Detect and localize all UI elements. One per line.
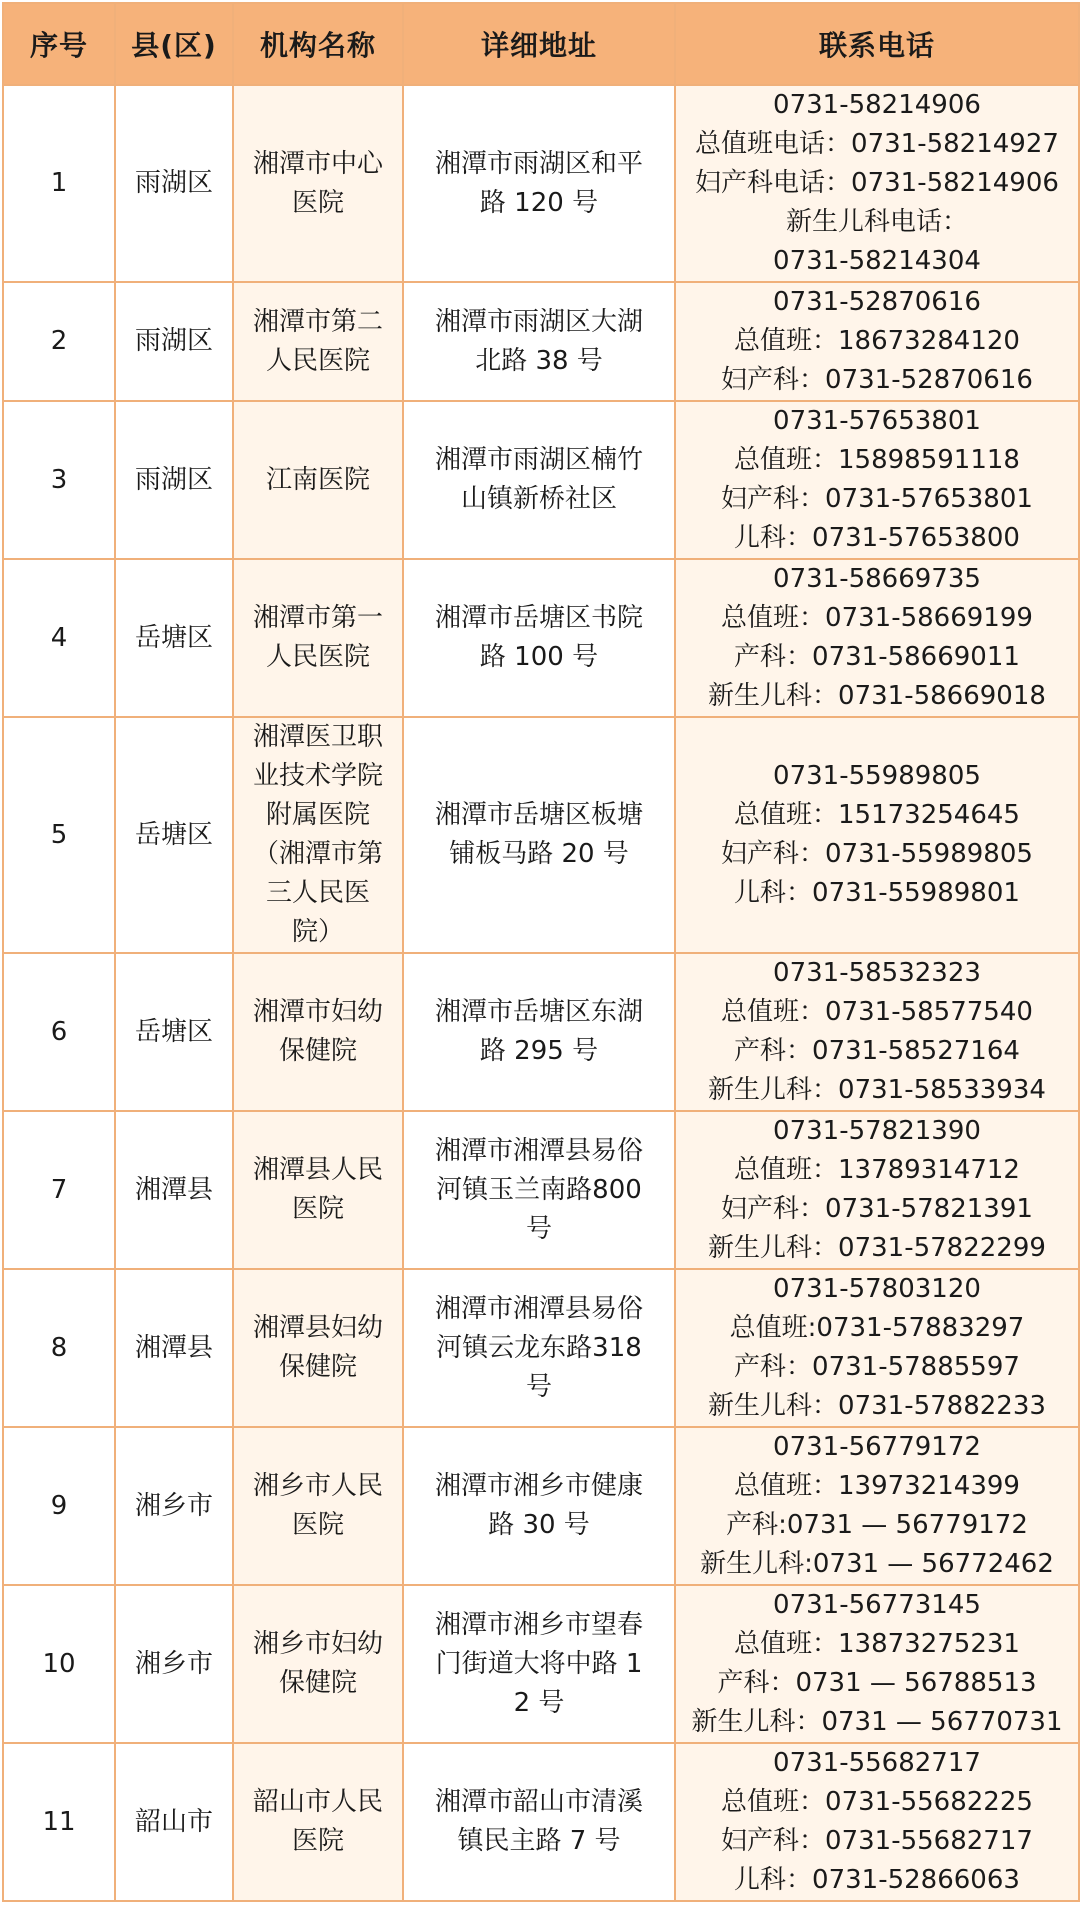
table-row — [3, 85, 1079, 282]
phone-line: 0731-57653801 — [773, 406, 981, 436]
phone-line: 新生儿科电话： — [785, 207, 968, 237]
phone-line: 产科：0731 — 56788513 — [717, 1668, 1037, 1698]
cell-phone — [675, 1111, 1079, 1269]
phone-line: 总值班：13973214399 — [734, 1471, 1020, 1501]
institution-name-text: 湘潭市第一人民医院 — [252, 603, 383, 672]
cell-phone — [675, 1269, 1079, 1427]
cell-district: 湘潭县 — [115, 1269, 233, 1427]
cell-seq: 1 — [3, 85, 115, 282]
cell-address — [403, 85, 675, 282]
phone-line: 产科：0731-57885597 — [734, 1352, 1020, 1382]
cell-institution-name — [233, 85, 403, 282]
phone-line: 0731-58214304 — [773, 246, 981, 276]
phone-line: 儿科：0731-57653800 — [734, 523, 1020, 553]
phone-line: 0731-55682717 — [773, 1748, 981, 1778]
phone-line: 0731-58214906 — [773, 90, 981, 120]
institution-name-text: 湘潭市中心医院 — [252, 148, 383, 218]
table-row — [3, 1427, 1079, 1585]
address-text: 湘潭市岳塘区东湖路 295 号 — [434, 997, 643, 1066]
phone-line: 新生儿科：0731 — 56770731 — [691, 1707, 1063, 1737]
cell-phone — [675, 85, 1079, 282]
phone-line: 妇产科：0731-55682717 — [721, 1826, 1033, 1856]
cell-phone — [675, 1743, 1079, 1901]
phone-line: 总值班电话：0731-58214927 — [695, 129, 1059, 159]
cell-address — [403, 1427, 675, 1585]
cell-address — [403, 1269, 675, 1427]
cell-seq: 4 — [3, 559, 115, 717]
cell-district: 湘潭县 — [115, 1111, 233, 1269]
institution-name-text: 湘潭市妇幼保健院 — [252, 997, 383, 1066]
address-text: 湘潭市雨湖区和平路 120 号 — [434, 148, 643, 218]
phone-line: 总值班：13873275231 — [734, 1629, 1020, 1659]
header-address: 详细地址 — [403, 3, 675, 85]
address-text: 湘潭市湘潭县易俗河镇云龙东路318号 — [434, 1293, 643, 1402]
phone-line: 总值班：0731-58577540 — [721, 997, 1033, 1027]
hospital-contact-table — [2, 2, 1080, 1902]
phone-line: 0731-56779172 — [773, 1432, 981, 1462]
phone-line: 0731-57821390 — [773, 1116, 981, 1146]
address-text: 湘潭市湘乡市健康路 30 号 — [434, 1471, 643, 1540]
cell-district: 雨湖区 — [115, 85, 233, 282]
address-text: 湘潭市韶山市清溪镇民主路 7 号 — [434, 1787, 643, 1856]
cell-institution-name — [233, 953, 403, 1111]
table-row — [3, 559, 1079, 717]
phone-line: 新生儿科：0731-58533934 — [708, 1075, 1046, 1105]
phone-line: 妇产科电话：0731-58214906 — [695, 168, 1059, 198]
phone-line: 产科：0731-58527164 — [734, 1036, 1020, 1066]
cell-phone — [675, 1585, 1079, 1743]
cell-seq: 10 — [3, 1585, 115, 1743]
table-row — [3, 1269, 1079, 1427]
table-row — [3, 1585, 1079, 1743]
cell-phone — [675, 282, 1079, 401]
header-row — [3, 3, 1079, 85]
phone-line: 总值班：0731-55682225 — [721, 1787, 1033, 1817]
cell-phone — [675, 559, 1079, 717]
cell-district: 韶山市 — [115, 1743, 233, 1901]
cell-seq: 6 — [3, 953, 115, 1111]
cell-institution-name — [233, 1743, 403, 1901]
table-row — [3, 401, 1079, 559]
cell-phone — [675, 1427, 1079, 1585]
cell-seq: 5 — [3, 717, 115, 953]
institution-name-text: 湘乡市妇幼保健院 — [252, 1629, 383, 1698]
phone-line: 总值班：15173254645 — [734, 800, 1020, 830]
institution-name-text: 湘潭县妇幼保健院 — [252, 1313, 383, 1382]
phone-line: 总值班:0731-57883297 — [729, 1313, 1025, 1343]
phone-line: 新生儿科：0731-58669018 — [708, 681, 1046, 711]
cell-institution-name — [233, 401, 403, 559]
cell-district: 雨湖区 — [115, 282, 233, 401]
cell-seq: 8 — [3, 1269, 115, 1427]
institution-name-text: 湘潭市第二人民医院 — [252, 306, 383, 376]
phone-line: 妇产科：0731-57821391 — [721, 1194, 1033, 1224]
cell-address — [403, 1585, 675, 1743]
phone-line: 产科:0731 — 56779172 — [726, 1510, 1028, 1540]
address-text: 湘潭市岳塘区书院路 100 号 — [434, 603, 643, 672]
table-header — [3, 3, 1079, 85]
phone-line: 0731-58532323 — [773, 958, 981, 988]
phone-line: 0731-56773145 — [773, 1590, 981, 1620]
cell-institution-name — [233, 1269, 403, 1427]
cell-address — [403, 401, 675, 559]
phone-line: 产科：0731-58669011 — [734, 642, 1020, 672]
header-district: 县(区) — [115, 3, 233, 85]
phone-line: 0731-52870616 — [773, 287, 981, 317]
cell-institution-name — [233, 717, 403, 953]
table-row — [3, 282, 1079, 401]
cell-institution-name — [233, 1585, 403, 1743]
phone-line: 儿科：0731-52866063 — [734, 1865, 1020, 1895]
institution-name-text: 湘潭医卫职业技术学院附属医院（湘潭市第三人民医院） — [252, 722, 383, 947]
cell-district: 岳塘区 — [115, 559, 233, 717]
phone-line: 总值班：13789314712 — [734, 1155, 1020, 1185]
phone-line: 新生儿科：0731-57882233 — [708, 1391, 1046, 1421]
institution-name-text: 湘潭县人民医院 — [252, 1155, 383, 1224]
cell-address — [403, 559, 675, 717]
phone-line: 0731-57803120 — [773, 1274, 981, 1304]
cell-district: 雨湖区 — [115, 401, 233, 559]
cell-institution-name — [233, 559, 403, 717]
phone-line: 总值班：0731-58669199 — [721, 603, 1033, 633]
cell-district: 湘乡市 — [115, 1427, 233, 1585]
table-row — [3, 953, 1079, 1111]
cell-seq: 2 — [3, 282, 115, 401]
cell-seq: 3 — [3, 401, 115, 559]
address-text: 湘潭市雨湖区楠竹山镇新桥社区 — [434, 445, 643, 514]
cell-district: 岳塘区 — [115, 717, 233, 953]
cell-district: 湘乡市 — [115, 1585, 233, 1743]
cell-address — [403, 953, 675, 1111]
address-text: 湘潭市雨湖区大湖北路 38 号 — [434, 306, 643, 376]
cell-seq: 9 — [3, 1427, 115, 1585]
phone-line: 妇产科：0731-55989805 — [721, 839, 1033, 869]
table-body — [3, 85, 1079, 1901]
phone-line: 新生儿科:0731 — 56772462 — [700, 1549, 1054, 1579]
cell-address — [403, 1111, 675, 1269]
cell-institution-name — [233, 1427, 403, 1585]
cell-institution-name — [233, 282, 403, 401]
phone-line: 总值班：18673284120 — [734, 326, 1020, 356]
cell-seq: 7 — [3, 1111, 115, 1269]
cell-seq: 11 — [3, 1743, 115, 1901]
table-row — [3, 1743, 1079, 1901]
institution-name-text: 江南医院 — [265, 464, 370, 495]
cell-institution-name — [233, 1111, 403, 1269]
institution-name-text: 湘乡市人民医院 — [252, 1471, 383, 1540]
phone-line: 儿科：0731-55989801 — [734, 878, 1020, 908]
cell-phone — [675, 953, 1079, 1111]
cell-address — [403, 1743, 675, 1901]
phone-line: 0731-55989805 — [773, 761, 981, 791]
header-institution-name: 机构名称 — [233, 3, 403, 85]
phone-line: 妇产科：0731-52870616 — [721, 365, 1033, 395]
phone-line: 总值班：15898591118 — [734, 445, 1020, 475]
header-phone: 联系电话 — [675, 3, 1079, 85]
cell-address — [403, 717, 675, 953]
table-row — [3, 717, 1079, 953]
table-row — [3, 1111, 1079, 1269]
address-text: 湘潭市湘乡市望春门街道大将中路 12 号 — [434, 1609, 643, 1718]
phone-line: 妇产科：0731-57653801 — [721, 484, 1033, 514]
cell-phone — [675, 401, 1079, 559]
cell-district: 岳塘区 — [115, 953, 233, 1111]
address-text: 湘潭市湘潭县易俗河镇玉兰南路800号 — [434, 1135, 643, 1244]
phone-line: 新生儿科：0731-57822299 — [708, 1233, 1046, 1263]
institution-name-text: 韶山市人民医院 — [252, 1787, 383, 1856]
phone-line: 0731-58669735 — [773, 564, 981, 594]
cell-address — [403, 282, 675, 401]
cell-phone — [675, 717, 1079, 953]
address-text: 湘潭市岳塘区板塘铺板马路 20 号 — [434, 800, 643, 869]
header-seq: 序号 — [3, 3, 115, 85]
